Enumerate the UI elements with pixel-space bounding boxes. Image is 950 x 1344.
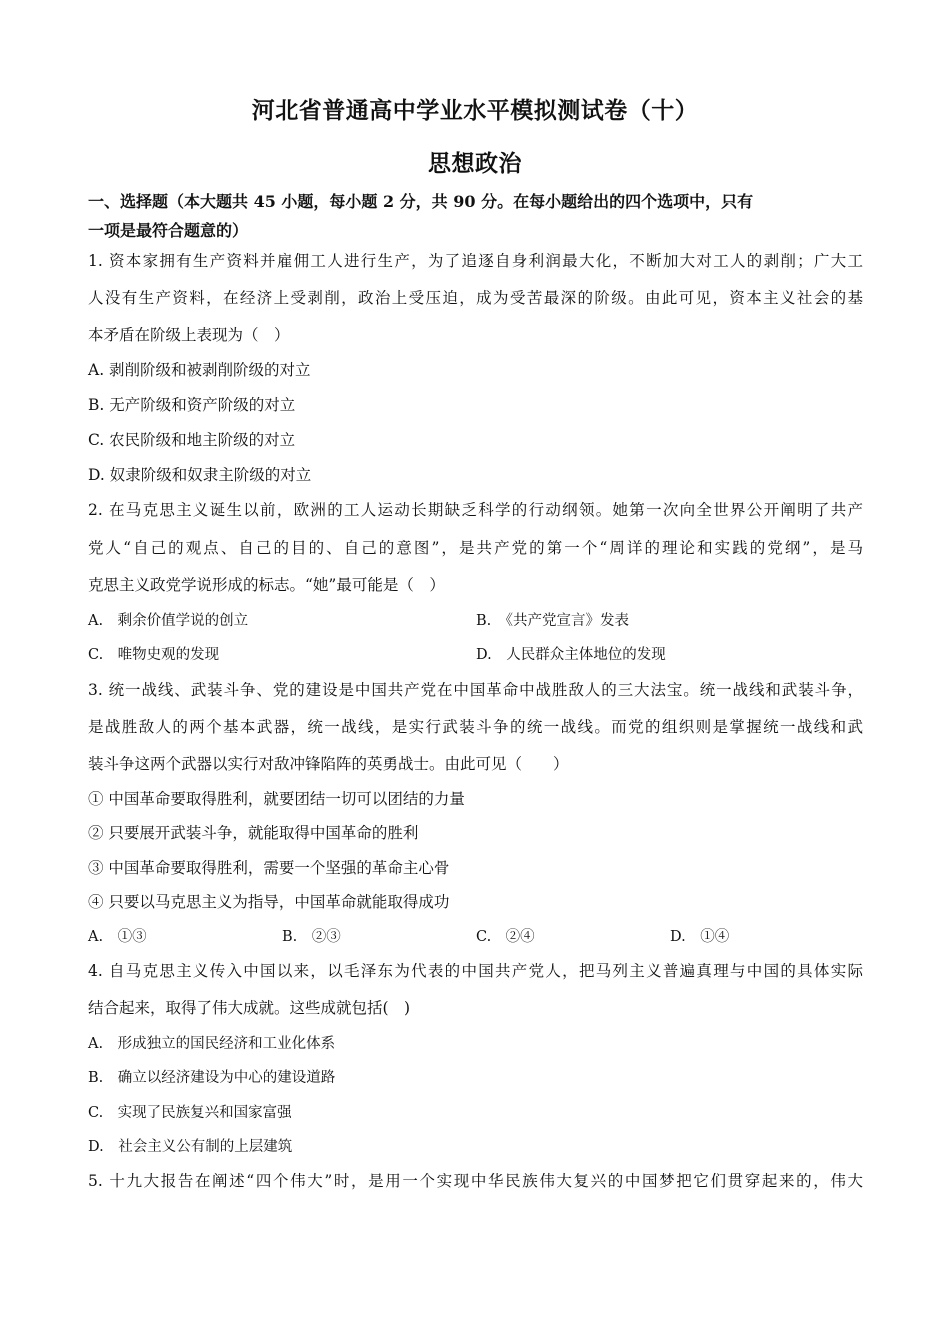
q1-option-a: A. 剥削阶级和被剥削阶级的对立: [88, 361, 311, 379]
q1-stem-line1: 1. 资本家拥有生产资料并雇佣工人进行生产，为了追逐自身利润最大化，不断加大对工人的剥削；广大工: [88, 252, 863, 270]
q3-stem-line3: 装斗争这两个武器以实行对敌冲锋陷阵的英勇战士。由此可见（ ）: [88, 755, 569, 773]
q2-stem-line1: 2. 在马克思主义诞生以前，欧洲的工人运动长期缺乏科学的行动纲领。她第一次向全世界公开阐明了共产: [88, 501, 863, 519]
q2-option-b: B. 《共产党宣言》发表: [476, 613, 630, 629]
q2-stem-line3: 克思主义政党学说形成的标志。“她”最可能是（ ）: [88, 576, 445, 594]
q3-option-a: A. ①③: [88, 929, 147, 945]
q1-stem-line3: 本矛盾在阶级上表现为（ ）: [88, 326, 290, 344]
q3-item-3: ③ 中国革命要取得胜利，需要一个坚强的革命主心骨: [88, 859, 450, 877]
q4-option-d: D. 社会主义公有制的上层建筑: [88, 1139, 293, 1155]
q3-option-b: B. ②③: [282, 929, 341, 945]
q4-option-b: B. 确立以经济建设为中心的建设道路: [88, 1070, 336, 1086]
section-heading-line2: 一项是最符合题意的）: [88, 221, 249, 240]
q5-stem-line1: 5. 十九大报告在阐述“四个伟大”时，是用一个实现中华民族伟大复兴的中国梦把它们贯穿起来的，伟大: [88, 1172, 863, 1190]
q1-option-b: B. 无产阶级和资产阶级的对立: [88, 396, 296, 414]
q3-stem-line2: 是战胜敌人的两个基本武器，统一战线，是实行武装斗争的统一战线。而党的组织则是掌握统一战线和武: [88, 718, 863, 736]
page-title: 河北省普通高中学业水平模拟测试卷（十）: [251, 97, 699, 124]
q4-option-a: A. 形成独立的国民经济和工业化体系: [88, 1036, 336, 1052]
q4-stem-line1: 4. 自马克思主义传入中国以来，以毛泽东为代表的中国共产党人，把马列主义普遍真理与中国的具体实际: [88, 962, 863, 980]
page-subtitle: 思想政治: [428, 150, 522, 177]
q3-option-d: D. ①④: [670, 929, 730, 945]
q3-option-c: C. ②④: [476, 929, 535, 945]
q1-stem-line2: 人没有生产资料，在经济上受剥削，政治上受压迫，成为受苦最深的阶级。由此可见，资本主义社会的基: [88, 289, 863, 307]
q3-item-1: ① 中国革命要取得胜利，就要团结一切可以团结的力量: [88, 790, 465, 808]
q2-option-c: C. 唯物史观的发现: [88, 647, 220, 663]
q4-option-c: C. 实现了民族复兴和国家富强: [88, 1105, 292, 1121]
q2-option-a: A. 剩余价值学说的创立: [88, 613, 249, 629]
q3-item-4: ④ 只要以马克思主义为指导，中国革命就能取得成功: [88, 893, 450, 911]
q1-option-d: D. 奴隶阶级和奴隶主阶级的对立: [88, 466, 312, 484]
q3-item-2: ② 只要展开武装斗争，就能取得中国革命的胜利: [88, 824, 419, 842]
q2-stem-line2: 党人“自己的观点、自己的目的、自己的意图”，是共产党的第一个“周详的理论和实践的党纲”，是马: [88, 539, 863, 557]
q1-option-c: C. 农民阶级和地主阶级的对立: [88, 431, 296, 449]
q2-option-d: D. 人民群众主体地位的发现: [476, 647, 666, 663]
section-heading-line1: 一、选择题（本大题共 45 小题，每小题 2 分，共 90 分。在每小题给出的四个选项中，只有: [88, 192, 754, 211]
q3-stem-line1: 3. 统一战线、武装斗争、党的建设是中国共产党在中国革命中战胜敌人的三大法宝。统一战线和武装斗争，: [88, 681, 863, 699]
q4-stem-line2: 结合起来，取得了伟大成就。这些成就包括( ): [88, 999, 411, 1017]
